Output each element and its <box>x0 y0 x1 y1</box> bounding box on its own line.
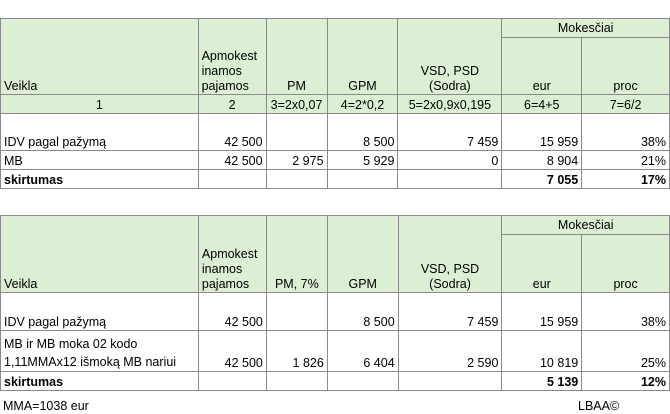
gpm-cell: 6 404 <box>327 331 398 372</box>
pajamos-cell: 42 500 <box>198 293 266 331</box>
header-mokesciai: Mokesčiai <box>502 19 670 38</box>
empty-cell <box>327 170 398 189</box>
total-eur: 5 139 <box>502 372 582 391</box>
proc-cell: 38% <box>582 293 670 331</box>
header-gpm: GPM <box>327 216 398 293</box>
veikla-cell: MB <box>1 151 199 170</box>
proc-cell: 25% <box>582 331 670 372</box>
vsd-cell: 0 <box>398 151 502 170</box>
header-veikla: Veikla <box>1 19 199 95</box>
vsd-cell: 2 590 <box>398 331 502 372</box>
numbering-cell: 1 <box>1 95 199 114</box>
gpm-cell: 5 929 <box>327 151 398 170</box>
numbering-cell: 2 <box>198 95 266 114</box>
header-mokesciai: Mokesčiai <box>502 216 670 235</box>
empty-cell <box>398 170 502 189</box>
eur-cell: 15 959 <box>502 114 582 151</box>
header-vsd-psd: VSD, PSD (Sodra) <box>398 216 502 293</box>
empty-cell <box>266 170 327 189</box>
numbering-row <box>1 95 670 114</box>
header-eur: eur <box>502 235 582 293</box>
numbering-cell: 3=2x0,07 <box>266 95 327 114</box>
pm-cell: 1 826 <box>266 331 327 372</box>
table-row <box>1 331 670 372</box>
empty-cell <box>398 372 502 391</box>
header-pm: PM, 7% <box>266 216 327 293</box>
total-proc: 12% <box>582 372 670 391</box>
gpm-cell: 8 500 <box>327 293 398 331</box>
comparison-table-1 <box>0 18 670 189</box>
vsd-cell: 7 459 <box>398 114 502 151</box>
eur-cell: 10 819 <box>502 331 582 372</box>
total-proc: 17% <box>582 170 670 189</box>
gpm-cell: 8 500 <box>327 114 398 151</box>
empty-cell <box>327 372 398 391</box>
total-row <box>1 170 670 189</box>
author-credit: LBAA© <box>578 399 620 413</box>
eur-cell: 8 904 <box>502 151 582 170</box>
vsd-cell: 7 459 <box>398 293 502 331</box>
comparison-table-2 <box>0 215 670 391</box>
mma-note: MMA=1038 eur <box>3 399 89 413</box>
header-apmokestinamos-pajamos: Apmokest inamos pajamos <box>198 216 266 293</box>
proc-cell: 38% <box>582 114 670 151</box>
pm-cell: 2 975 <box>266 151 327 170</box>
pajamos-cell: 42 500 <box>198 151 266 170</box>
total-label: skirtumas <box>1 372 199 391</box>
veikla-cell <box>1 331 199 372</box>
header-proc: proc <box>582 235 670 293</box>
header-vsd-psd: VSD, PSD (Sodra) <box>398 19 502 95</box>
table-row <box>1 293 670 331</box>
table-row <box>1 114 670 151</box>
empty-cell <box>198 170 266 189</box>
veikla-line: MB ir MB moka 02 kodo <box>4 337 138 351</box>
total-label: skirtumas <box>1 170 199 189</box>
numbering-cell: 7=6/2 <box>582 95 670 114</box>
header-eur: eur <box>502 38 582 95</box>
proc-cell: 21% <box>582 151 670 170</box>
table-row <box>1 151 670 170</box>
header-gpm: GPM <box>327 19 398 95</box>
header-apmokestinamos-pajamos: Apmokest inamos pajamos <box>198 19 266 95</box>
header-veikla: Veikla <box>1 216 199 293</box>
header-proc: proc <box>582 38 670 95</box>
veikla-cell: IDV pagal pažymą <box>1 293 199 331</box>
pm-cell <box>266 293 327 331</box>
veikla-cell: IDV pagal pažymą <box>1 114 199 151</box>
empty-cell <box>198 372 266 391</box>
numbering-cell: 6=4+5 <box>502 95 582 114</box>
empty-cell <box>266 372 327 391</box>
veikla-line: 1,11MMAx12 išmoką MB nariui <box>4 355 177 369</box>
eur-cell: 15 959 <box>502 293 582 331</box>
pajamos-cell: 42 500 <box>198 114 266 151</box>
numbering-cell: 4=2*0,2 <box>327 95 398 114</box>
total-row <box>1 372 670 391</box>
header-pm: PM <box>266 19 327 95</box>
pm-cell <box>266 114 327 151</box>
numbering-cell: 5=2x0,9x0,195 <box>398 95 502 114</box>
total-eur: 7 055 <box>502 170 582 189</box>
pajamos-cell: 42 500 <box>198 331 266 372</box>
